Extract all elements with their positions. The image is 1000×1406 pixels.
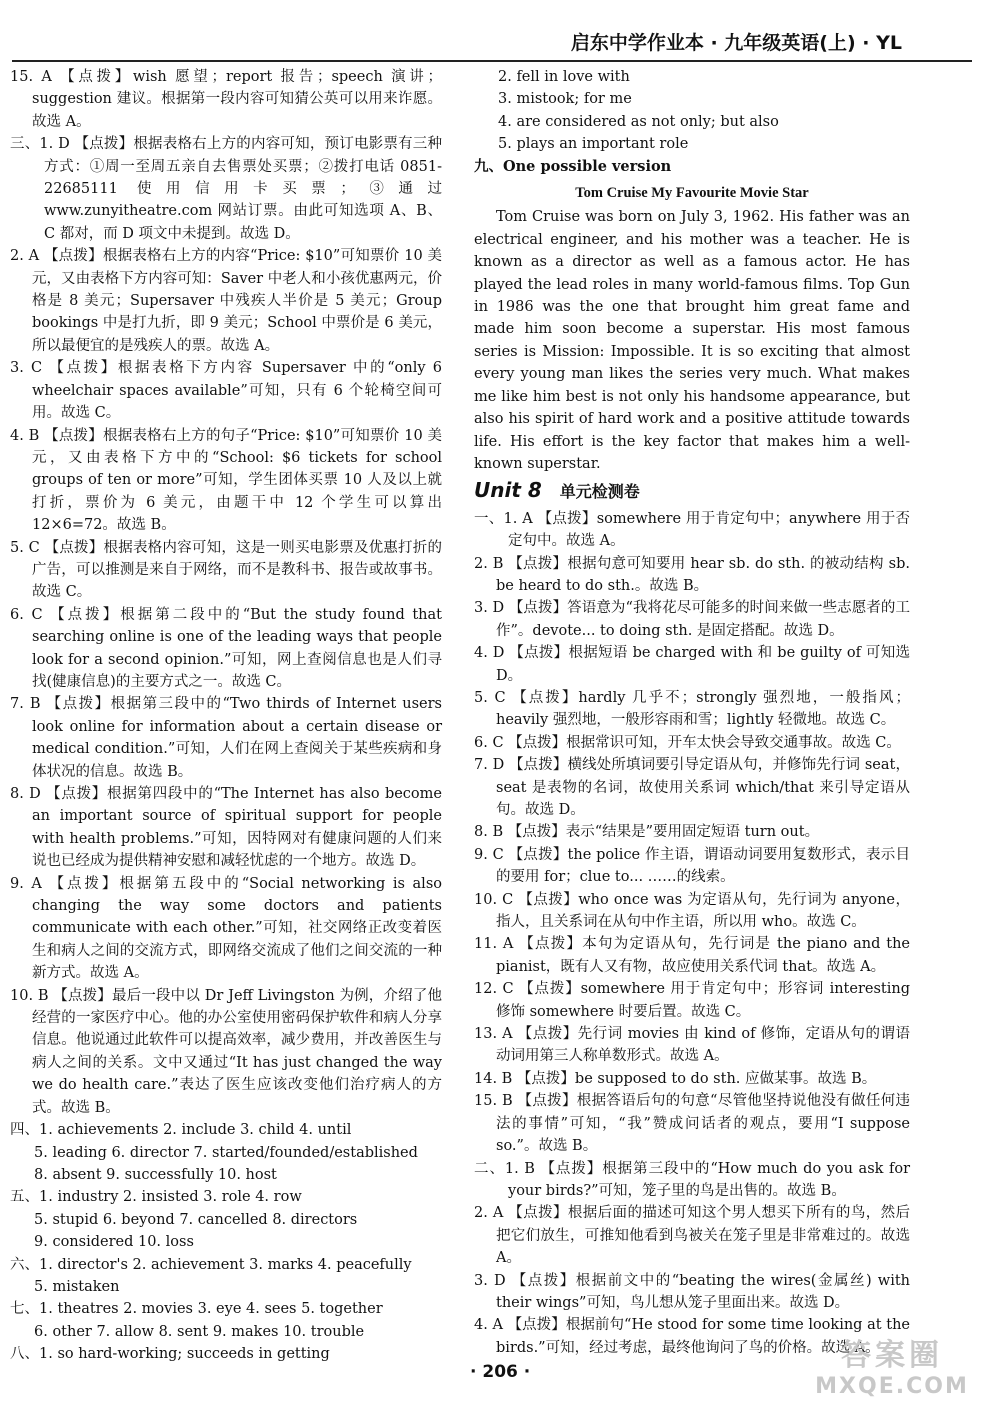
answer-item: 8. D 【点拨】根据第四段中的“The Internet has also become an important source of spiritual support for people with health problems.”可知，因特网对有健康问题的人们来说也已经成为提供精神安慰和减轻忧虑的一个地方。故选 D。 (10, 786, 442, 870)
answer-item: 4. B 【点拨】根据表格右上方的句子“Price: $10”可知票价 10 美元，又由表格下方中的“School: $6 tickets for school groups of ten or more”可知，学生团体买票 10 人及以上就打折，票价为 6 美元，由题干中 12 个学生可以算出 12×6=72。故选 B。 (10, 427, 442, 534)
answer-item: 14. B 【点拨】be supposed to do sth. 应做某事。故选 B。 (474, 1070, 877, 1087)
answer-line: 5. mistaken (34, 1278, 120, 1295)
answer-item: 3. C 【点拨】根据表格下方内容 Supersaver 中的“only 6 wheelchair spaces available”可知，只有 6 个轮椅空间可用。故选 C。 (10, 360, 442, 422)
answer-line: 8. absent 9. successfully 10. host (34, 1166, 277, 1183)
answer-line: 4. are considered as not only; but also (498, 113, 779, 130)
watermark-url: MXQE.COM (815, 1374, 969, 1399)
answer-line: 四、1. achievements 2. include 3. child 4. until (10, 1122, 352, 1139)
unit-label: Unit 8 (474, 478, 542, 503)
essay-title: Tom Cruise My Favourite Movie Star (575, 185, 809, 202)
watermark-text: 答案圈 (841, 1338, 943, 1373)
answer-item: 6. C 【点拨】根据第二段中的“But the study found that searching online is one of the leading ways that people look for a second opinion.”可知，网上查阅信息也是人们寻找(健康信息)的主要方式之一。故选 C。 (10, 606, 442, 690)
answer-line: 五、1. industry 2. insisted 3. role 4. row (10, 1189, 302, 1206)
answer-item: 2. B 【点拨】根据句意可知要用 hear sb. do sth. 的被动结构 sb. be heard to do sth.。故选 B。 (474, 555, 910, 594)
answer-item: 3. D 【点拨】根据前文中的“beating the wires(金属丝) with their wings”可知，鸟儿想从笼子里面出来。故选 D。 (474, 1272, 910, 1311)
answer-item: 4. D 【点拨】根据短语 be charged with 和 be guilty of 可知选 D。 (474, 645, 910, 684)
right-column (474, 66, 910, 1359)
answer-item: 9. C 【点拨】the police 作主语，谓语动词要用复数形式，表示目的要用 for；clue to... ……的线索。 (474, 846, 910, 886)
answer-line: 3. mistook; for me (498, 91, 632, 108)
answer-line: 六、1. director's 2. achievement 3. marks 4. peacefully (10, 1256, 412, 1273)
answer-item: 一、1. A 【点拨】somewhere 用于肯定句中；anywhere 用于否定句中。故选 A。 (474, 510, 910, 550)
answer-item: 11. A 【点拨】本句为定语从句，先行词是 the piano and the pianist，既有人又有物，故应使用关系代词 that。故选 A。 (474, 936, 910, 975)
essay-label: 九、One possible version (474, 157, 672, 175)
page-number: · 206 · (470, 1362, 531, 1382)
answer-item: 2. A 【点拨】根据表格右上方的内容“Price: $10”可知票价 10 美元，又由表格下方内容可知：Saver 中老人和小孩优惠两元，价格是 8 美元；Supersaver 中残疾人半价是 5 美元；Group bookings 中是打九折，即 9 美元；School 中票价是 6 美元，所以最便宜的是残疾人的票。故选 A。 (10, 248, 442, 354)
answer-item: 3. D 【点拨】答语意为“我将花尽可能多的时间来做一些志愿者的工作”。devote... to doing sth. 是固定搭配。故选 D。 (474, 600, 910, 639)
unit-heading (474, 479, 910, 503)
watermark-logo (800, 1330, 984, 1398)
answer-line: 2. fell in love with (498, 69, 630, 85)
answer-item: 13. A 【点拨】先行词 movies 由 kind of 修饰，定语从句的谓语动词用第三人称单数形式。故选 A。 (474, 1026, 910, 1065)
answer-list (474, 66, 910, 156)
answer-line: 八、1. so hard-working; succeeds in getting (10, 1346, 330, 1363)
answer-line: 5. leading 6. director 7. started/founded/established (34, 1144, 418, 1161)
answer-line: 6. other 7. allow 8. sent 9. makes 10. trouble (34, 1323, 365, 1340)
answer-item: 10. B 【点拨】最后一段中以 Dr Jeff Livingston 为例，介绍了他经营的一家医疗中心。他的办公室使用密码保护软件和病人分享信息。他说通过此软件可以提高效率，减少费用，并改善医生与病人之间的关系。文中又通过“It has just changed the way we do health care.”表达了医生应该改变他们治疗病人的方式。故选 B。 (10, 987, 442, 1116)
answer-item: 5. C 【点拨】hardly 几乎不；strongly 强烈地，一般指风；heavily 强烈地，一般形容雨和雪；lightly 轻微地。故选 C。 (474, 689, 910, 729)
answer-item: 8. B 【点拨】表示“结果是”要用固定短语 turn out。 (474, 824, 820, 841)
left-column (10, 66, 442, 1366)
answer-item: 9. A 【点拨】根据第五段中的“Social networking is also changing the way some doctors and patients communicate with each other.”可知，社交网络正改变着医生和病人之间的交流方式，即网络交流成了他们之间交流的一种新方式。故选 A。 (10, 875, 442, 982)
page-header-title: 启东中学作业本 · 九年级英语(上) · YL (570, 32, 902, 54)
answer-line: 9. considered 10. loss (34, 1234, 194, 1251)
answer-line: 5. stupid 6. beyond 7. cancelled 8. directors (34, 1211, 358, 1228)
answer-item: 2. A 【点拨】根据后面的描述可知这个男人想买下所有的鸟，然后把它们放生，可推知他看到鸟被关在笼子里是非常难过的。故选 A。 (474, 1205, 910, 1267)
answer-item: 4. A 【点拨】根据前句“He stood for some time looking at the birds.”可知，经过考虑，最终他询问了鸟的价格。故选 A。 (474, 1317, 910, 1356)
answer-item: 15. A 【点拨】wish 愿望；report 报告；speech 演讲；suggestion 建议。根据第一段内容可知猜公英可以用来诈愿。故选 A。 (10, 69, 442, 130)
essay-body: Tom Cruise was born on July 3, 1962. His father was an electrical engineer, and his mother was a teacher. He is known as a director as well as a famous actor. He has played the lead roles in many world-famous films. Top Gun in 1986 was the one that brought him great fame and made him soon become a superstar. His most famous series is Mission: Impossible. It is so exciting that almost every young man likes the series very much. What makes me like him best is not only his handsome appearance, but also his spirit of hard work and a positive attitude towards life. His effort is the key factor that makes him a well-known superstar. (474, 209, 910, 472)
page-header (12, 14, 972, 62)
answer-line: 5. plays an important role (498, 136, 689, 153)
answer-item: 7. B 【点拨】根据第三段中的“Two thirds of Internet users look online for information about a certain disease or medical condition.”可知，人们在网上查阅关于某些疾病和身体状况的信息。故选 B。 (10, 696, 442, 780)
answer-item: 5. C 【点拨】根据表格内容可知，这是一则买电影票及优惠打折的广告，可以推测是来自于网络，而不是教科书、报告或故事书。故选 C。 (10, 539, 442, 601)
answer-line: 七、1. theatres 2. movies 3. eye 4. sees 5. together (10, 1301, 383, 1318)
answer-item: 15. B 【点拨】根据答语后句的句意“尽管他坚持说他没有做任何违法的事情”可知，“我”赞成问话者的观点，要用“I suppose so.”。故选 B。 (474, 1093, 910, 1155)
answer-item: 二、1. B 【点拨】根据第三段中的“How much do you ask for your birds?”可知，笼子里的鸟是出售的。故选 B。 (474, 1160, 910, 1199)
answer-item: 三、1. D 【点拨】根据表格右上方的内容可知，预订电影票有三种方式：①周一至周五亲自去售票处买票；②拨打电话 0851-22685111 使用信用卡买票；③通过 www.zunyitheatre.com 网站订票。由此可知选项 A、B、C 都对，而 D 项文中未提到。故选 D。 (10, 136, 442, 242)
unit-title: 单元检测卷 (559, 482, 640, 502)
answer-item: 6. C 【点拨】根据常识可知，开车太快会导致交通事故。故选 C。 (474, 734, 901, 751)
answer-item: 7. D 【点拨】横线处所填词要引导定语从句，并修饰先行词 seat，seat 是表物的名词，故使用关系词 which/that 来引导定语从句。故选 D。 (474, 757, 910, 818)
answer-item: 12. C 【点拨】somewhere 用于肯定句中；形容词 interesting 修饰 somewhere 时要后置。故选 C。 (474, 981, 910, 1020)
answer-item: 10. C 【点拨】who once was 为定语从句，先行词为 anyone，指人，且关系词在从句中作主语，所以用 who。故选 C。 (474, 891, 910, 931)
